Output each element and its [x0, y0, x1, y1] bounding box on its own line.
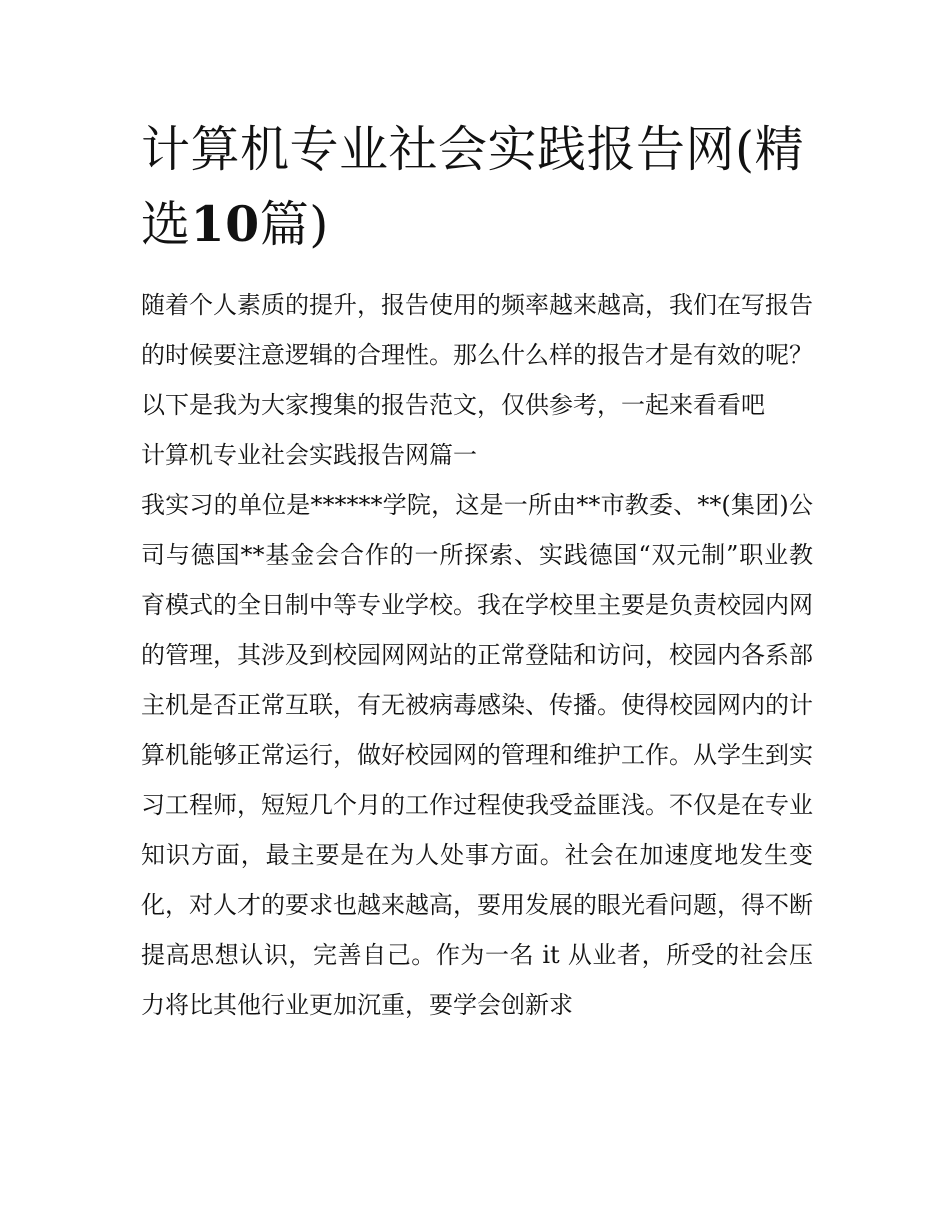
document-title [141, 113, 813, 262]
title-number: 10 [190, 195, 260, 253]
title-text-end: 篇) [259, 196, 329, 253]
title-text-main: 计算机专业社会实践报告网(精 [141, 121, 805, 178]
document-content [141, 113, 813, 1030]
body-paragraph: 我实习的单位是******学院，这是一所由**市教委、**(集团)公司与德国**基金会合作的一所探索、实践德国“双元制”职业教育模式的全日制中等专业学校。我在学校里主要是负责校园内网的管理，其涉及到校园网网站的正常登陆和访问，校园内各系部主机是否正常互联，有无被病毒感染、传播。使得校园网内的计算机能够正常运行，做好校园网的管理和维护工作。从学生到实习工程师，短短几个月的工作过程使我受益匪浅。不仅是在专业知识方面，最主要是在为人处事方面。社会在加速度地发生变化，对人才的要求也越来越高，要用发展的眼光看问题，得不断提高思想认识，完善自己。作为一名 it 从业者，所受的社会压力将比其他行业更加沉重，要学会创新求 [141, 491, 813, 1019]
title-text-continued: 选 [141, 196, 191, 253]
intro-paragraph: 随着个人素质的提升，报告使用的频率越来越高，我们在写报告的时候要注意逻辑的合理性。那么什么样的报告才是有效的呢？以下是我为大家搜集的报告范文，仅供参考，一起来看看吧 [141, 291, 813, 419]
section-heading: 计算机专业社会实践报告网篇一 [141, 441, 477, 469]
